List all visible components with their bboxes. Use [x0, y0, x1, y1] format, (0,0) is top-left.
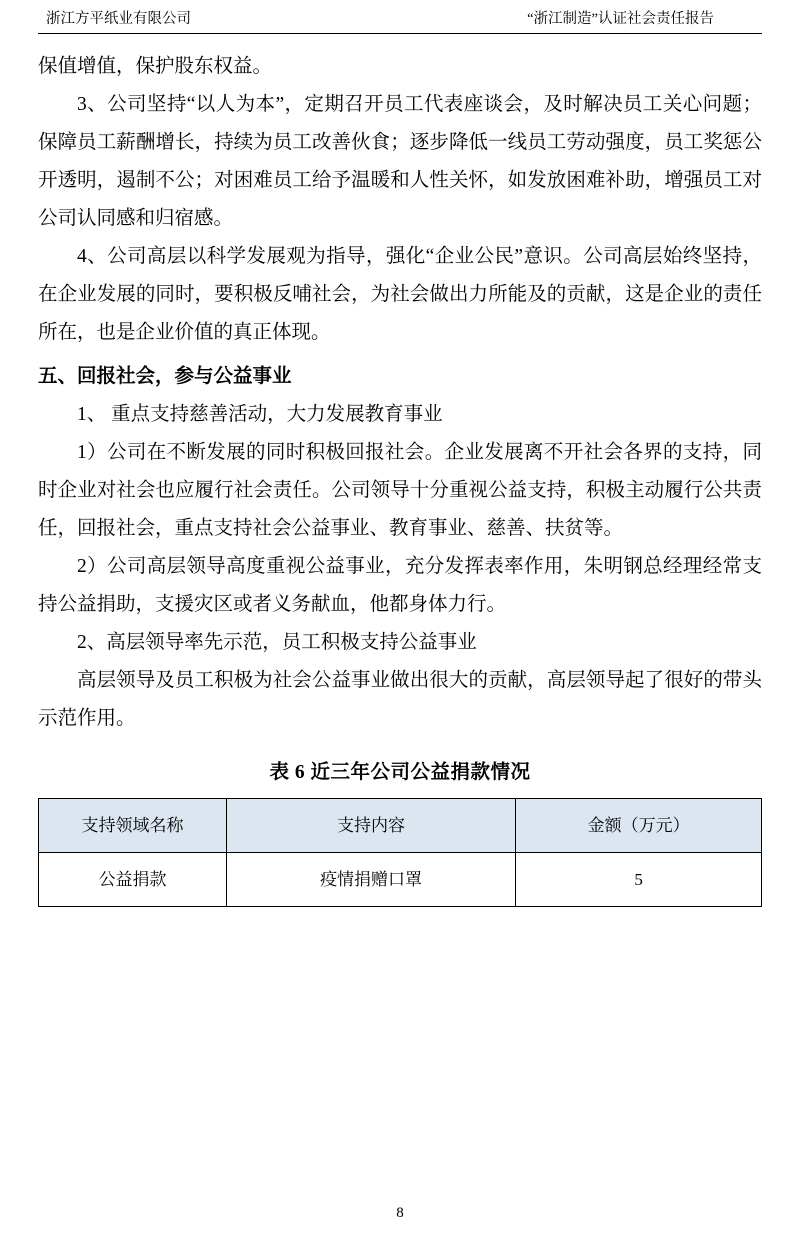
paragraph: 1、 重点支持慈善活动，大力发展教育事业 — [77, 403, 443, 425]
table-cell: 公益捐款 — [39, 853, 227, 907]
paragraph: 2、高层领导率先示范，员工积极支持公益事业 — [77, 632, 477, 654]
paragraph: 高层领导及员工积极为社会公益事业做出很大的贡献，高层领导起了很好的带头示范作用。 — [38, 670, 762, 730]
paragraph: 2）公司高层领导高度重视公益事业，充分发挥表率作用，朱明钢总经理经常支持公益捐助，支援灾区或者义务献血，他都身体力行。 — [38, 556, 762, 616]
header-company-name: 浙江方平纸业有限公司 — [46, 11, 191, 27]
table-row — [39, 853, 762, 907]
table-cell: 5 — [516, 853, 762, 907]
table-header-cell: 支持内容 — [226, 799, 515, 853]
donation-table — [38, 798, 762, 907]
section-heading: 五、回报社会，参与公益事业 — [38, 365, 292, 387]
document-body — [38, 34, 762, 908]
table-header-row — [39, 799, 762, 853]
table-header-cell: 支持领域名称 — [39, 799, 227, 853]
table-cell: 疫情捐赠口罩 — [226, 853, 515, 907]
header-report-title: “浙江制造”认证社会责任报告 — [527, 11, 714, 27]
page-header — [38, 0, 762, 34]
paragraph: 3、公司坚持“以人为本”，定期召开员工代表座谈会，及时解决员工关心问题；保障员工薪酬增长，持续为员工改善伙食；逐步降低一线员工劳动强度，员工奖惩公开透明，遏制不公；对困难员工给予温暖和人性关怀，如发放困难补助，增强员工对公司认同感和归宿感。 — [38, 93, 762, 229]
page-number: 8 — [396, 1205, 404, 1221]
paragraph: 4、公司高层以科学发展观为指导，强化“企业公民”意识。公司高层始终坚持，在企业发展的同时，要积极反哺社会，为社会做出力所能及的贡献，这是企业的责任所在，也是企业价值的真正体现。 — [38, 245, 762, 343]
table-header-cell: 金额（万元） — [516, 799, 762, 853]
paragraph: 1）公司在不断发展的同时积极回报社会。企业发展离不开社会各界的支持，同时企业对社会也应履行社会责任。公司领导十分重视公益支持，积极主动履行公共责任，回报社会，重点支持社会公益事业、教育事业、慈善、扶贫等。 — [38, 442, 762, 540]
table-caption: 表 6 近三年公司公益捐款情况 — [269, 762, 531, 784]
paragraph: 保值增值，保护股东权益。 — [38, 55, 273, 77]
